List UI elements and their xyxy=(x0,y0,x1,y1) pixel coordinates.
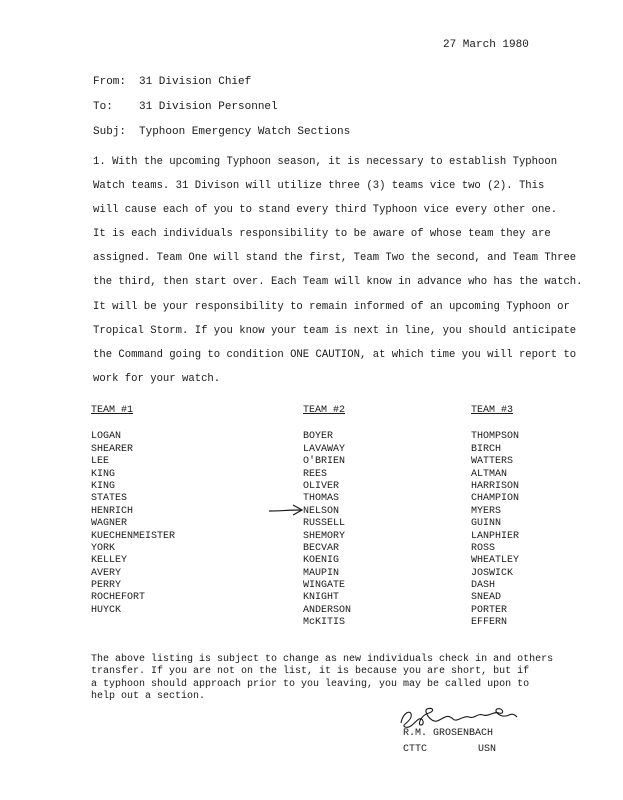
signer-name: R.M. GROSENBACH xyxy=(403,728,494,739)
team-member: MAUPIN xyxy=(303,567,340,579)
body-line: assigned. Team One will stand the first, Team Two the second, and Team Three xyxy=(93,252,577,265)
subject-value: Typhoon Emergency Watch Sections xyxy=(139,126,351,138)
team-member: RUSSELL xyxy=(303,518,346,530)
memo-footer xyxy=(91,654,581,704)
team-member: THOMPSON xyxy=(471,431,520,443)
from-value: 31 Division Chief xyxy=(139,76,252,88)
team-3-title: TEAM #3 xyxy=(471,405,514,416)
team-member: THOMAS xyxy=(303,493,340,505)
memo-date: 27 March 1980 xyxy=(443,39,529,51)
body-line: Watch teams. 31 Divison will utilize three (3) teams vice two (2). This xyxy=(93,180,545,193)
team-member: NELSON xyxy=(303,505,340,517)
team-member: LEE xyxy=(91,456,110,468)
body-line: It will be your responsibility to remain informed of an upcoming Typhoon or xyxy=(93,300,570,313)
body-line: Tropical Storm. If you know your team is next in line, you should anticipate xyxy=(93,324,577,337)
team-member: WINGATE xyxy=(303,580,346,592)
team-1-title: TEAM #1 xyxy=(91,405,134,416)
team-member: ROSS xyxy=(471,542,496,554)
team-2-list xyxy=(303,431,351,629)
team-member: KING xyxy=(91,480,116,492)
team-3-list xyxy=(471,431,519,629)
team-member: DASH xyxy=(471,580,496,592)
team-member: McKITIS xyxy=(303,617,346,629)
memo-body xyxy=(93,150,583,391)
to-label: To: xyxy=(93,101,113,113)
signer-rate: CTTC xyxy=(403,744,428,755)
team-member: KING xyxy=(91,468,116,480)
team-member: HUYCK xyxy=(91,604,122,616)
from-line xyxy=(93,76,251,88)
team-member: KOENIG xyxy=(303,555,340,567)
team-member: BIRCH xyxy=(471,443,502,455)
team-member: ROCHEFORT xyxy=(91,592,146,604)
team-member: HENRICH xyxy=(91,505,134,517)
team-member: SNEAD xyxy=(471,592,502,604)
team-member: EFFERN xyxy=(471,617,508,629)
footer-line: a typhoon should approach prior to you leaving, you may be called upon to xyxy=(91,678,530,690)
team-2-title: TEAM #2 xyxy=(303,405,346,416)
team-member: HARRISON xyxy=(471,480,520,492)
team-member: OLIVER xyxy=(303,480,340,492)
subject-label: Subj: xyxy=(93,126,127,138)
team-member: LOGAN xyxy=(91,431,122,443)
team-member: BOYER xyxy=(303,431,334,443)
team-member: WHEATLEY xyxy=(471,555,520,567)
body-line: the Command going to condition ONE CAUTION, at which time you will report to xyxy=(93,348,577,361)
team-member: PORTER xyxy=(471,604,508,616)
team-member: JOSWICK xyxy=(471,567,514,579)
team-member: BECVAR xyxy=(303,542,340,554)
team-member: MYERS xyxy=(471,505,502,517)
team-member: WAGNER xyxy=(91,518,128,530)
team-member: KELLEY xyxy=(91,555,128,567)
subject-line xyxy=(93,126,350,138)
team-1-list xyxy=(91,431,175,617)
team-2-column xyxy=(303,405,351,630)
team-member: CHAMPION xyxy=(471,493,520,505)
team-member: KNIGHT xyxy=(303,592,340,604)
team-member: WATTERS xyxy=(471,456,514,468)
signer-service: USN xyxy=(478,744,497,755)
team-member: PERRY xyxy=(91,580,122,592)
team-member: AVERY xyxy=(91,567,122,579)
team-3-column xyxy=(471,405,519,630)
to-value: 31 Division Personnel xyxy=(139,101,278,113)
footer-line: transfer. If you are not on the list, it is because you are short, but if xyxy=(91,666,530,678)
body-line: the third, then start over. Each Team will know in advance who has the watch. xyxy=(93,276,583,289)
team-member: YORK xyxy=(91,542,116,554)
team-member: STATES xyxy=(91,493,128,505)
footer-line: The above listing is subject to change as new individuals check in and others xyxy=(91,654,554,665)
from-label: From: xyxy=(93,76,127,88)
team-member: KUECHENMEISTER xyxy=(91,530,176,542)
team-member: REES xyxy=(303,468,328,480)
team-member: O'BRIEN xyxy=(303,456,346,468)
team-member: SHEMORY xyxy=(303,530,346,542)
team-member: LANPHIER xyxy=(471,530,520,542)
team-member: GUINN xyxy=(471,518,502,530)
team-1-column xyxy=(91,405,175,617)
handwritten-arrow-icon xyxy=(268,500,304,520)
footer-line: help out a section. xyxy=(91,691,206,703)
body-line: work for your watch. xyxy=(93,372,221,385)
team-member: ANDERSON xyxy=(303,604,352,616)
team-member: ALTMAN xyxy=(471,468,508,480)
body-line: It is each individuals responsibility to be aware of whose team they are xyxy=(93,228,551,241)
to-line xyxy=(93,101,278,113)
body-line: will cause each of you to stand every third Typhoon vice every other one. xyxy=(93,204,558,217)
team-member: SHEARER xyxy=(91,443,134,455)
team-member: LAVAWAY xyxy=(303,443,346,455)
body-line: 1. With the upcoming Typhoon season, it is necessary to establish Typhoon xyxy=(93,156,558,168)
